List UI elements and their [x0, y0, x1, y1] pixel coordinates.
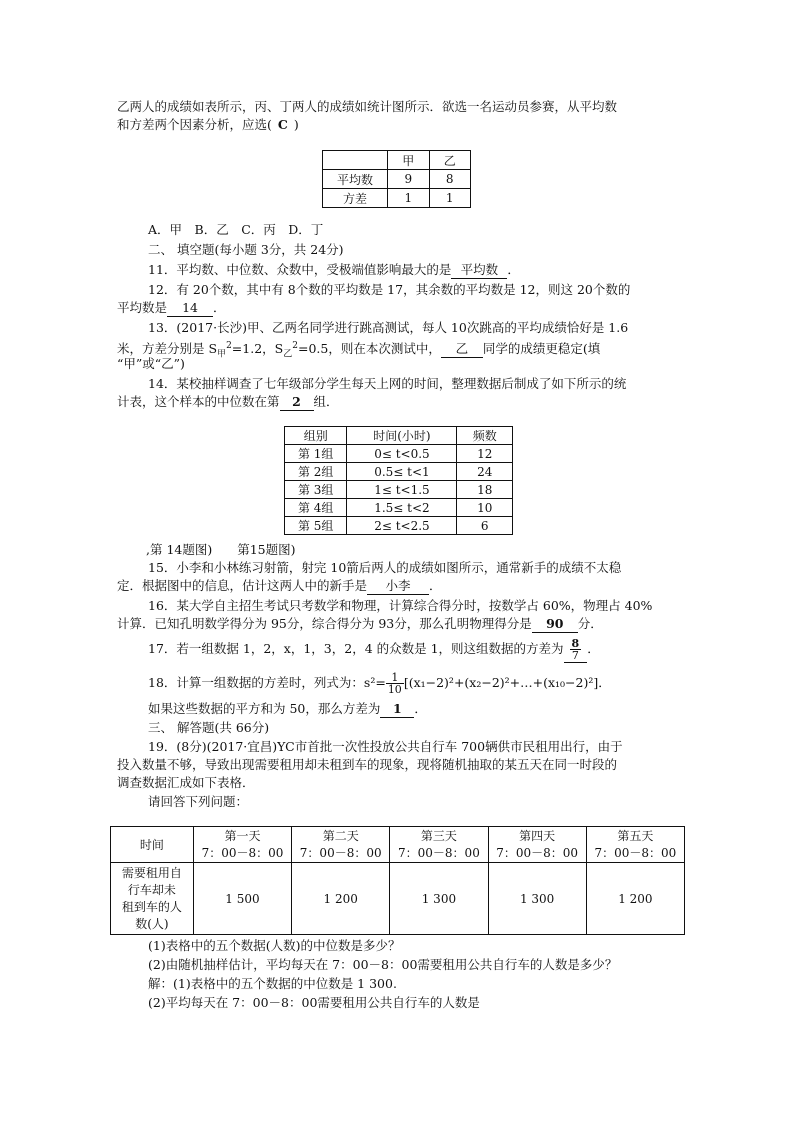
- q18-denominator: 10: [387, 683, 402, 696]
- table2-header-cell: 频数: [457, 427, 513, 445]
- intro-text: 和方差两个因素分析，应选(: [117, 117, 272, 132]
- section-3-title: 三、 解答题(共 66分): [148, 720, 270, 735]
- table2-cell: 2≤ t<2.5: [347, 517, 457, 535]
- q13-line-3: “甲”或“乙”): [117, 356, 185, 371]
- table2-cell: 1≤ t<1.5: [347, 481, 457, 499]
- q18: [148, 670, 611, 696]
- q18-numerator: 1: [386, 672, 404, 684]
- table3-time-label: 时间: [111, 827, 194, 863]
- table3-day-header: [488, 827, 586, 863]
- table1-cell: 平均数: [323, 170, 388, 189]
- table-3: [110, 826, 685, 935]
- q19-sub-2: (2)由随机抽样估计，平均每天在 7：00－8：00需要租用公共自行车的人数是多少？: [148, 957, 618, 972]
- table2-cell: 10: [457, 499, 513, 517]
- q14-text: 计表，这个样本的中位数在第: [117, 394, 280, 409]
- table1-cell: 1: [429, 189, 471, 208]
- q13-text-d: 同学的成绩更稳定(填: [482, 341, 601, 357]
- table3-day-header: [193, 827, 291, 863]
- q13-text-c: =0.5，则在本次测试中，: [297, 341, 441, 357]
- table2-cell: 0≤ t<0.5: [347, 445, 457, 463]
- table2-cell: 24: [457, 463, 513, 481]
- q18-formula: [(x₁−2)²+(x₂−2)²+…+(x₁₀−2)²]．: [403, 675, 611, 690]
- table3-row-label: [111, 863, 194, 935]
- table-2: [284, 426, 513, 535]
- table1-cell: 9: [388, 170, 429, 189]
- q15-text: 定．根据图中的信息，估计这两人中的新手是: [117, 578, 368, 593]
- q13-line-2: 米，方差分别是 $S_甲^2=1.2$，$S_乙^2=0.5$，则在本次测试中， 乙 同学的成绩更稳定(填: [117, 341, 601, 360]
- q19-line-3: 调查数据汇成如下表格．: [117, 775, 255, 790]
- table2-cell: 第 1组: [285, 445, 347, 463]
- table3-value: 1 200: [292, 863, 390, 935]
- q15-line-2: [117, 578, 442, 595]
- table3-day-header: [586, 827, 684, 863]
- time-slot: 7：00－8：00: [299, 845, 382, 860]
- table2-cell: 6: [457, 517, 513, 535]
- table1-header-cell: 甲: [388, 151, 429, 170]
- q13-yi-sub: 乙: [283, 349, 293, 360]
- q13-text-b: =1.2，S: [231, 341, 284, 357]
- q14-line-2: [117, 394, 339, 411]
- q19-solution-1: 解：(1)表格中的五个数据的中位数是 1 300.: [148, 976, 397, 991]
- row-label-line: 需要租用自: [121, 865, 182, 880]
- q12-line-1: 12．有 20个数，其中有 8个数的平均数是 17，其余数的平均数是 12，则这 20个数的: [148, 282, 631, 297]
- q11-answer: 平均数: [451, 262, 507, 279]
- q15-end: ．: [429, 578, 442, 593]
- table1-header-cell: 乙: [429, 151, 471, 170]
- table1-cell: 8: [429, 170, 471, 189]
- table2-cell: 第 3组: [285, 481, 347, 499]
- day-label: 第四天: [519, 828, 556, 843]
- q17-numerator: 8: [571, 637, 580, 650]
- q18-text: 18．计算一组数据的方差时，列式为：s²=: [148, 675, 386, 690]
- table3-day-header: [390, 827, 488, 863]
- figure-caption: ,第 14题图) 第15题图): [146, 542, 296, 557]
- q16-text: 计算．已知孔明数学得分为 95分，综合得分为 93分，那么孔明物理得分是: [117, 616, 532, 631]
- table3-value: 1 200: [586, 863, 684, 935]
- time-slot: 7：00－8：00: [201, 845, 284, 860]
- q16-end: 分．: [577, 616, 603, 631]
- table3-day-header: [292, 827, 390, 863]
- q10-options: A．甲 B．乙 C．丙 D．丁: [148, 222, 324, 237]
- q13-text-a: 米，方差分别是 S: [117, 341, 218, 357]
- q16-line-1: 16．某大学自主招生考试只考数学和物理，计算综合得分时，按数学占 60%，物理占 40%: [148, 598, 653, 613]
- day-label: 第一天: [224, 828, 261, 843]
- q13-answer: 乙: [441, 341, 483, 358]
- table2-cell: 12: [457, 445, 513, 463]
- table1-header-cell: [323, 151, 388, 170]
- q12-answer: 14: [167, 300, 213, 317]
- table2-cell: 1.5≤ t<2: [347, 499, 457, 517]
- table3-value: 1 300: [390, 863, 488, 935]
- q14-answer: 2: [280, 394, 314, 411]
- intro-close: ): [293, 117, 299, 132]
- section-2-title: 二、 填空题(每小题 3分，共 24分): [148, 242, 344, 257]
- q12-end: ．: [213, 300, 226, 315]
- table2-cell: 第 2组: [285, 463, 347, 481]
- table-1: [322, 150, 471, 208]
- q19-solution-2: (2)平均每天在 7：00－8：00需要租用公共自行车的人数是: [148, 995, 480, 1010]
- q16-answer: 90: [532, 616, 578, 633]
- q17-denominator: 7: [571, 649, 579, 662]
- table1-cell: 方差: [323, 189, 388, 208]
- table3-value: 1 500: [193, 863, 291, 935]
- q17-text: 17．若一组数据 1，2，x，1，3，2，4 的众数是 1，则这组数据的方差为: [148, 641, 564, 656]
- q18b-end: ．: [414, 701, 427, 716]
- row-label-line: 租到车的人: [121, 899, 182, 914]
- q19-line-1: 19．(8分)(2017·宜昌)YC市首批一次性投放公共自行车 700辆供市民租用出行，由于: [148, 739, 623, 754]
- day-label: 第二天: [322, 828, 359, 843]
- table3-value: 1 300: [488, 863, 586, 935]
- q19-sub-1: (1)表格中的五个数据(人数)的中位数是多少？: [148, 938, 401, 953]
- q17-end: ．: [587, 641, 600, 656]
- table2-header-cell: 组别: [285, 427, 347, 445]
- table2-header-cell: 时间(小时): [347, 427, 457, 445]
- q19-line-4: 请回答下列问题：: [148, 794, 249, 809]
- q18b-text: 如果这些数据的平方和为 50，那么方差为: [148, 701, 381, 716]
- row-label-line: 行车却未: [127, 882, 176, 897]
- table2-cell: 0.5≤ t<1: [347, 463, 457, 481]
- q16-line-2: [117, 616, 603, 633]
- intro-line-2: [117, 117, 299, 133]
- q12-line-2: [117, 300, 226, 317]
- q14-line-1: 14．某校抽样调查了七年级部分学生每天上网的时间，整理数据后制成了如下所示的统: [148, 376, 627, 391]
- q19-line-2: 投入数量不够，导致出现需要租用却未租到车的现象，现将随机抽取的某五天在同一时段的: [117, 757, 618, 772]
- q12-text: 平均数是: [117, 300, 168, 315]
- q17: [148, 636, 600, 663]
- q13-line-1: 13．(2017·长沙)甲、乙两名同学进行跳高测试，每人 10次跳高的平均成绩恰好是 1.6: [148, 320, 629, 335]
- q14-end: 组．: [313, 394, 339, 409]
- intro-line-1: 乙两人的成绩如表所示，丙、丁两人的成绩如统计图所示．欲选一名运动员参赛，从平均数: [117, 99, 618, 114]
- q15-line-1: 15．小李和小林练习射箭，射完 10箭后两人的成绩如图所示，通常新手的成绩不太稳: [148, 560, 622, 575]
- intro-answer: C: [277, 117, 288, 132]
- time-slot: 7：00－8：00: [398, 845, 480, 860]
- table2-cell: 第 4组: [285, 499, 347, 517]
- q11: [148, 262, 520, 279]
- q11-text: 11．平均数、中位数、众数中，受极端值影响最大的是: [148, 262, 452, 277]
- day-label: 第三天: [420, 828, 457, 843]
- q18-line-2: [148, 701, 427, 718]
- q18b-answer: 1: [380, 701, 414, 718]
- time-slot: 7：00－8：00: [496, 845, 579, 860]
- day-label: 第五天: [617, 828, 654, 843]
- q15-answer: 小李: [367, 578, 429, 595]
- table2-cell: 第 5组: [285, 517, 347, 535]
- time-slot: 7：00－8：00: [594, 845, 677, 860]
- table2-cell: 18: [457, 481, 513, 499]
- table1-cell: 1: [388, 189, 429, 208]
- q13-jia-sub: 甲: [217, 349, 227, 360]
- row-label-line: 数(人): [135, 916, 169, 931]
- q11-end: ．: [507, 262, 520, 277]
